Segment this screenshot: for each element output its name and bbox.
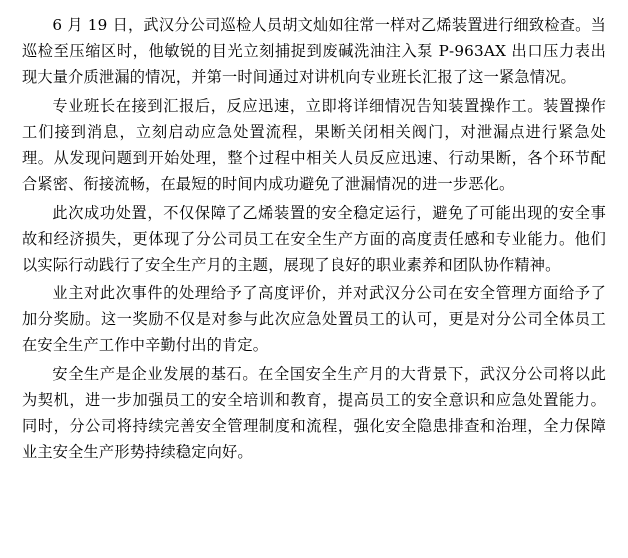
paragraph-2: 专业班长在接到汇报后，反应迅速，立即将详细情况告知装置操作工。装置操作工们接到消息，立刻启动应急处置流程，果断关闭相关阀门，对泄漏点进行紧急处理。从发现问题到开始处理，整个过程中相关人员反应迅速、行动果断，各个环节配合紧密、衔接流畅，在最短的时间内成功避免了泄漏情况的进一步恶化。 bbox=[22, 96, 606, 194]
paragraph-3: 此次成功处置，不仅保障了乙烯装置的安全稳定运行，避免了可能出现的安全事故和经济损失，更体现了分公司员工在安全生产方面的高度责任感和专业能力。他们以实际行动践行了安全生产月的主题，展现了良好的职业素养和团队协作精神。 bbox=[22, 203, 606, 274]
paragraph-4: 业主对此次事件的处理给予了高度评价，并对武汉分公司在安全管理方面给予了加分奖励。这一奖励不仅是对参与此次应急处置员工的认可，更是对分公司全体员工在安全生产工作中辛勤付出的肯定。 bbox=[22, 284, 606, 355]
paragraph-1: 6 月 19 日，武汉分公司巡检人员胡文灿如往常一样对乙烯装置进行细致检查。当巡检至压缩区时，他敏锐的目光立刻捕捉到废碱洗油注入泵 P‑963AX 出口压力表出现大量介质泄漏的情况，并第一时间通过对讲机向专业班长汇报了这一紧急情况。 bbox=[22, 16, 606, 87]
paragraph-5: 安全生产是企业发展的基石。在全国安全生产月的大背景下，武汉分公司将以此为契机，进一步加强员工的安全培训和教育，提高员工的安全意识和应急处置能力。同时，分公司将持续完善安全管理制度和流程，强化安全隐患排查和治理，全力保障业主安全生产形势持续稳定向好。 bbox=[22, 364, 606, 462]
